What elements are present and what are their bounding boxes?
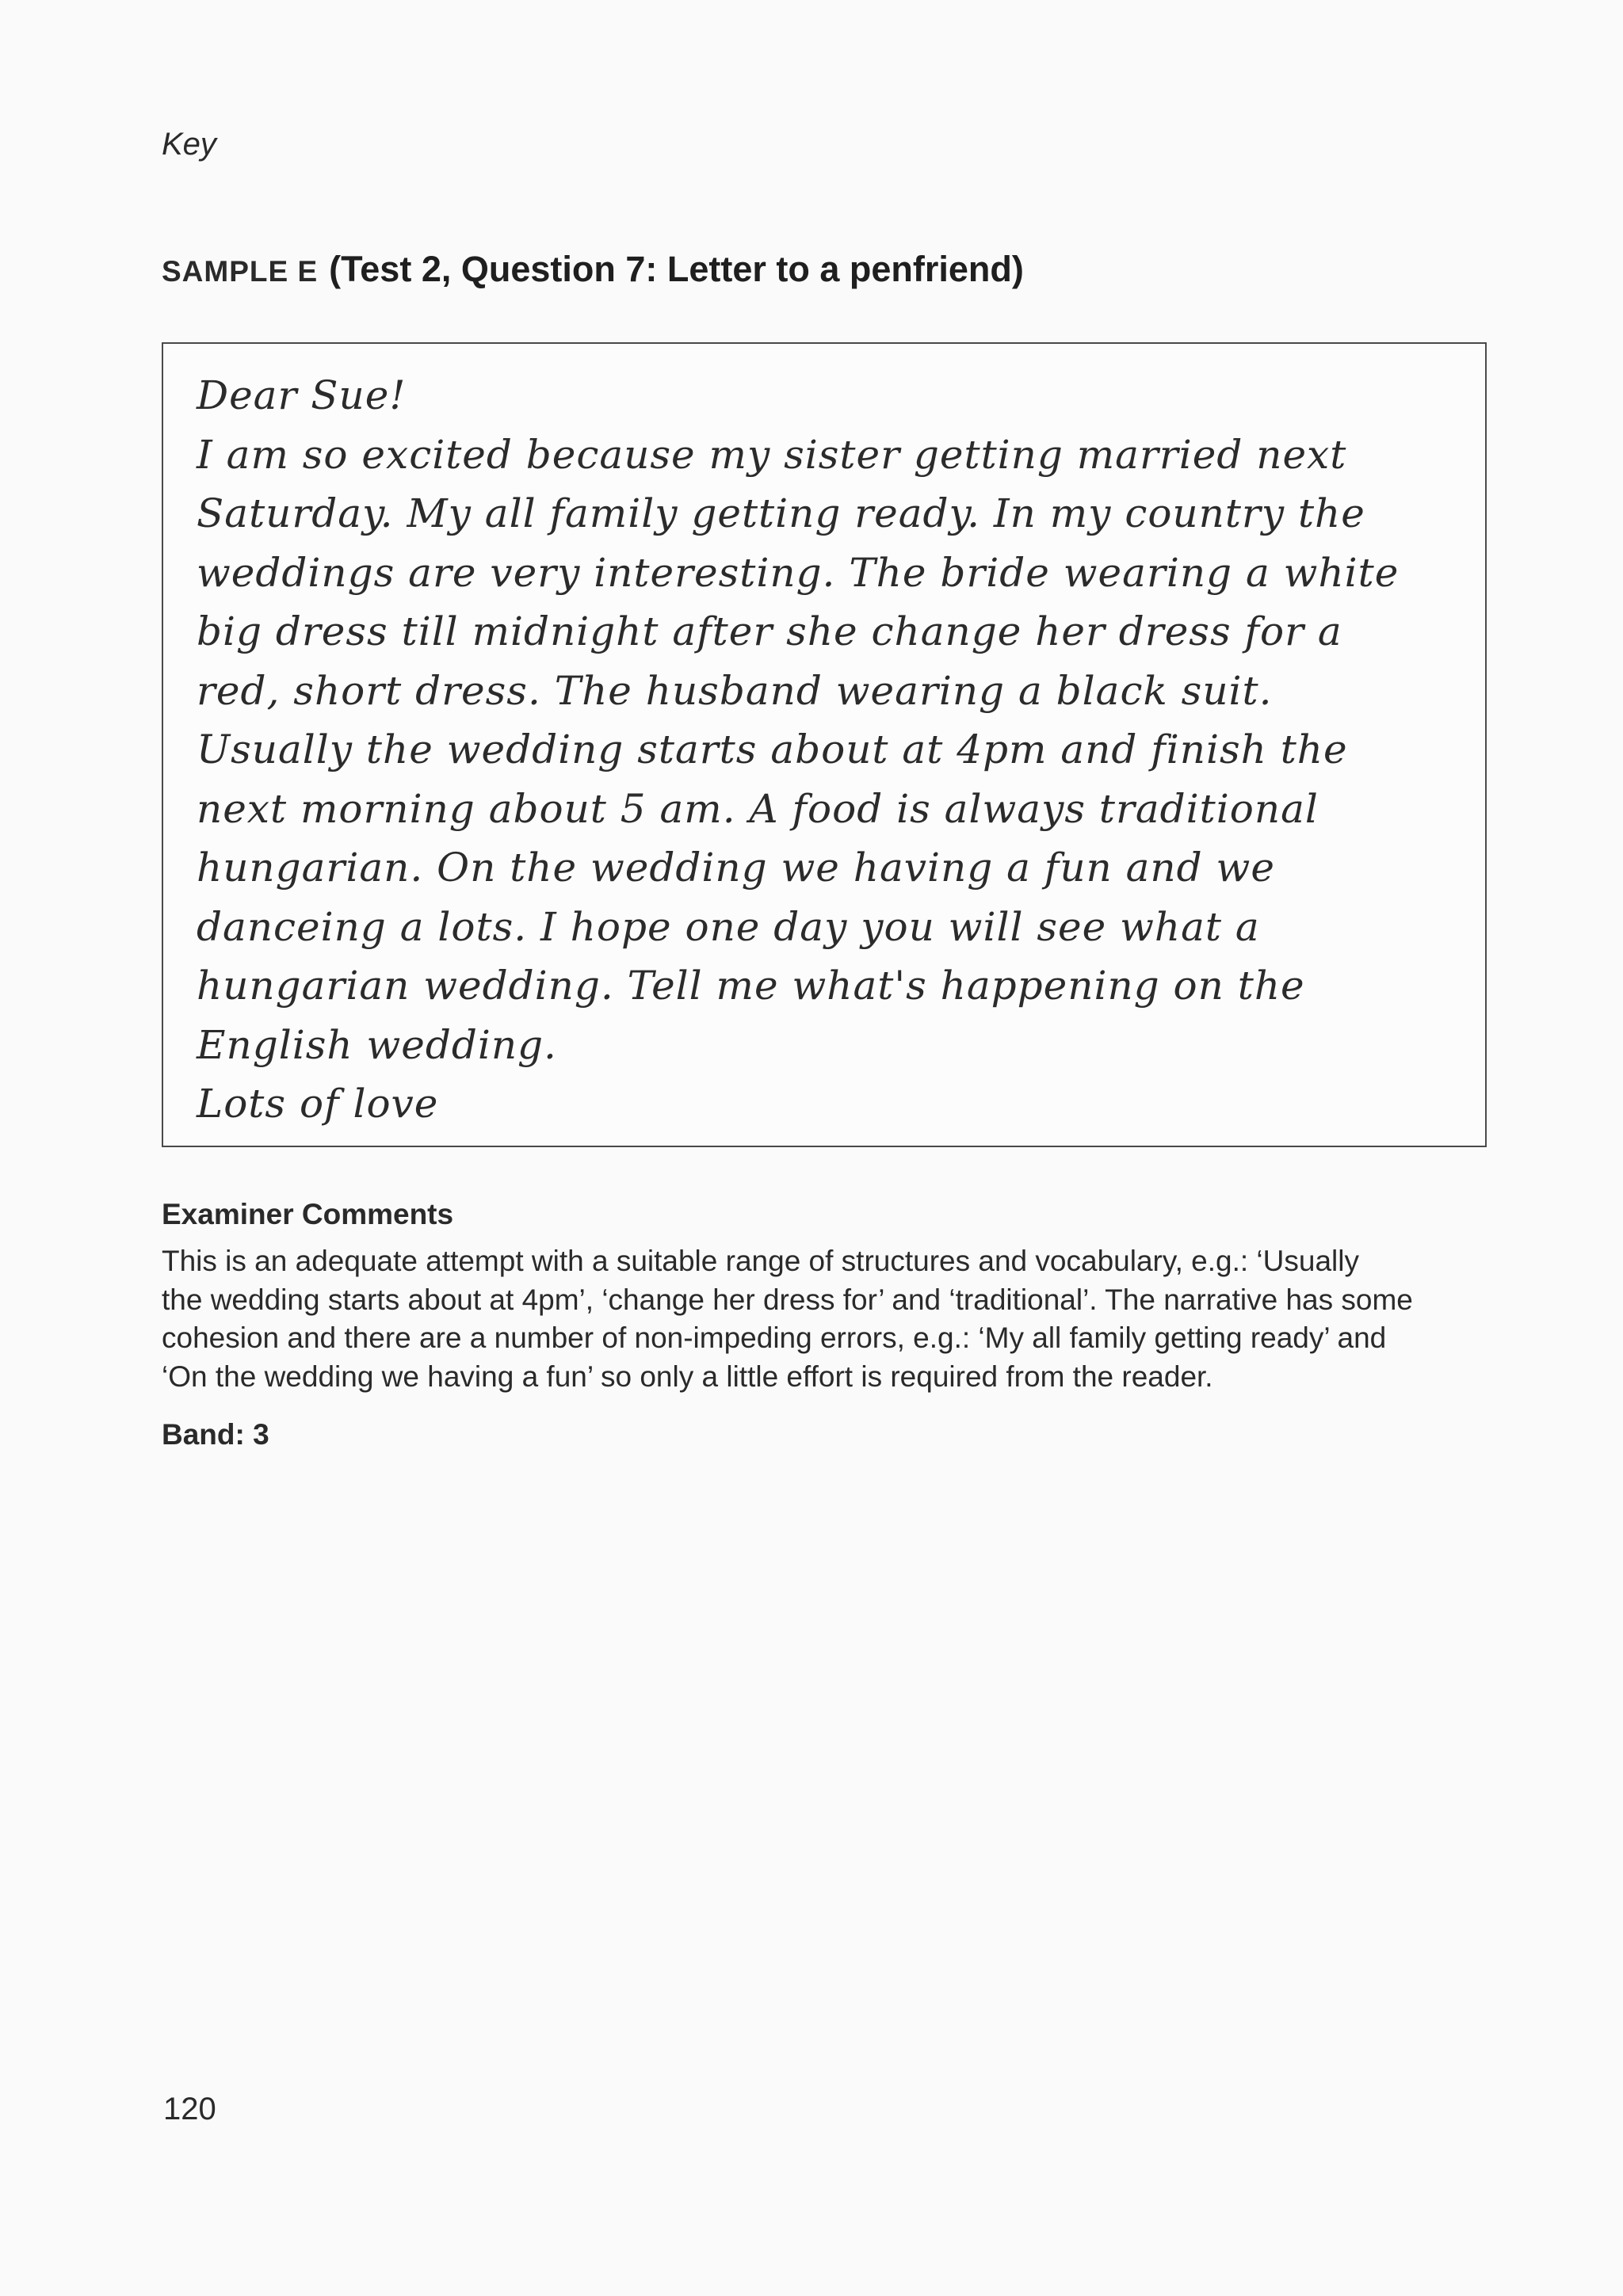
- examiner-comments-heading: Examiner Comments: [162, 1198, 454, 1230]
- handwritten-letter: [197, 366, 1461, 1134]
- sample-heading: [162, 249, 1024, 290]
- comment-line: This is an adequate attempt with a suitable range of structures and vocabulary, e.g.: ‘Usually: [162, 1245, 1359, 1277]
- sample-label: SAMPLE E: [162, 255, 319, 288]
- letter-line: Usually the wedding starts about at 4pm and finish the: [197, 727, 1348, 772]
- letter-line: weddings are very interesting. The bride wearing a white: [197, 549, 1400, 596]
- handwritten-letter-box: [162, 342, 1487, 1147]
- letter-line: danceing a lots. I hope one day you will see what a: [197, 903, 1260, 950]
- running-head: Key: [162, 127, 216, 162]
- comment-line: cohesion and there are a number of non-impeding errors, e.g.: ‘My all family getting ready’ and: [162, 1322, 1387, 1354]
- letter-line: English wedding.: [197, 1021, 557, 1068]
- comment-line: ‘On the wedding we having a fun’ so only a little effort is required from the reader.: [162, 1360, 1213, 1393]
- letter-line: I am so excited because my sister getting married next: [197, 431, 1347, 478]
- letter-line: red, short dress. The husband wearing a black suit.: [197, 667, 1273, 714]
- sample-title: (Test 2, Question 7: Letter to a penfriend): [329, 249, 1024, 289]
- letter-line: next morning about 5 am. A food is always traditional: [197, 785, 1319, 832]
- letter-line: hungarian. On the wedding we having a fun and we: [197, 845, 1275, 891]
- letter-line: big dress till midnight after she change her dress for a: [197, 608, 1342, 654]
- band-score: Band: 3: [162, 1418, 269, 1451]
- page-number: 120: [163, 2092, 216, 2126]
- letter-line: hungarian wedding. Tell me what's happening on the: [197, 963, 1305, 1009]
- comment-line: the wedding starts about at 4pm’, ‘change her dress for’ and ‘traditional’. The narrative has some: [162, 1283, 1413, 1316]
- letter-line: Saturday. My all family getting ready. In my country the: [197, 490, 1365, 536]
- examiner-comments-body: [162, 1242, 1509, 1396]
- letter-line: Dear Sue!: [197, 372, 407, 418]
- letter-line: Lots of love: [197, 1081, 439, 1127]
